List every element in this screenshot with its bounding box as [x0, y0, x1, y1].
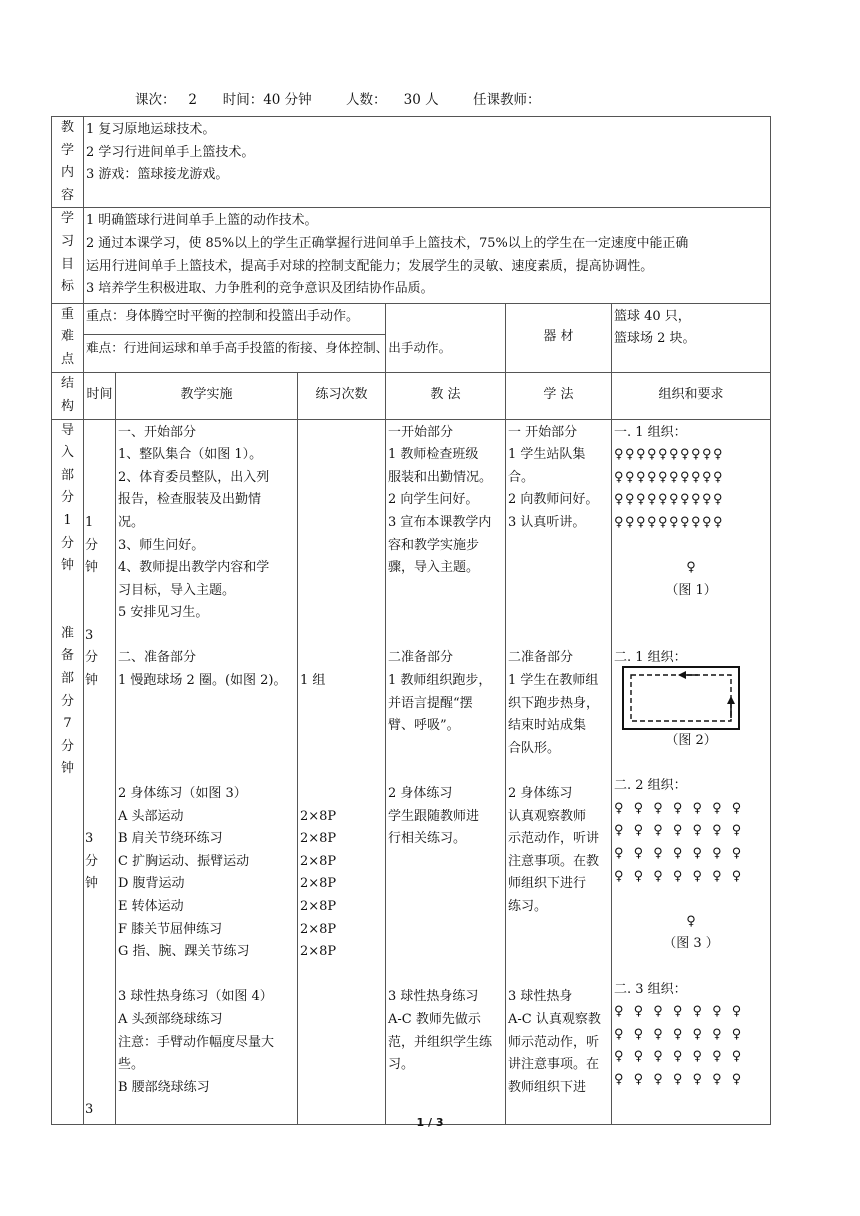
structure-char: 7 — [63, 716, 72, 732]
running-track-diagram — [622, 666, 740, 730]
time-line — [85, 738, 113, 761]
method-line: 骤，导入主题。 — [388, 560, 480, 576]
content-line: 3 游戏：篮球接龙游戏。 — [86, 167, 229, 183]
col-method: 教 法 — [386, 372, 506, 419]
formation-row: ♀ ♀ ♀ ♀ ♀ ♀ ♀ — [614, 1049, 742, 1065]
study-line: 合队形。 — [508, 740, 561, 756]
method-line: 行相关练习。 — [388, 831, 467, 847]
equipment-label: 器 材 — [506, 303, 612, 372]
study-line: 3 认真听讲。 — [508, 514, 586, 530]
time-line — [85, 919, 113, 942]
method-line: 1 教师组织跑步， — [388, 673, 492, 689]
method-line: 并语言提醒“摆 — [388, 695, 473, 711]
study-line: 示范动作，听讲 — [508, 831, 600, 847]
study-line: 2 身体练习 — [508, 786, 573, 802]
method-line: 容和教学实施步 — [388, 537, 480, 553]
col-study: 学 法 — [506, 372, 612, 419]
teaching-line: 些。 — [118, 1057, 145, 1073]
teaching-line: A 头部运动 — [118, 808, 184, 824]
time-line: 3 — [85, 627, 94, 643]
content-label — [52, 117, 84, 208]
teaching-line: 2 身体练习（如图 3） — [118, 786, 247, 802]
method-line: 二准备部分 — [388, 650, 454, 666]
method-line — [388, 919, 503, 942]
study-line — [508, 557, 609, 580]
goal-line: 运用行进间单手上篮技术，提高手对球的控制支配能力；发展学生的灵敏、速度素质，提高协调性。 — [86, 258, 654, 274]
method-line — [388, 602, 503, 625]
teaching-line: 2、体育委员整队，出入列 — [118, 469, 270, 485]
teacher-marker: ♀ — [686, 913, 696, 929]
reps-line — [300, 512, 383, 535]
org-part2-title: 二. 1 组织： — [614, 650, 687, 666]
label-char: 构 — [60, 398, 74, 414]
formation-row: ♀ ♀ ♀ ♀ ♀ ♀ ♀ — [614, 1071, 742, 1087]
time-line — [85, 760, 113, 783]
teaching-line: F 膝关节屈伸练习 — [118, 921, 223, 937]
goals-cell — [84, 208, 771, 303]
structure-char: 备 — [60, 648, 74, 664]
label-char: 容 — [60, 187, 74, 203]
time-line — [85, 467, 113, 490]
label-char: 习 — [60, 233, 74, 249]
formation-row: ♀ ♀ ♀ ♀ ♀ ♀ ♀ — [614, 1004, 742, 1020]
label-char: 教 — [60, 120, 74, 135]
reps-line — [300, 444, 383, 467]
teaching-line: 一、开始部分 — [118, 424, 197, 440]
lesson-header: 课次： 2 时间：40 分钟 人数： 30 人 任课教师： — [135, 92, 541, 108]
figure-3-caption: （图 3 ） — [663, 936, 719, 952]
study-line — [508, 625, 609, 648]
time-line: 钟 — [85, 876, 99, 892]
method-line: 范，并组织学生练 — [388, 1034, 493, 1050]
time-line: 分 — [85, 853, 99, 869]
method-line: 2 向学生问好。 — [388, 492, 479, 508]
equipment-label-cell — [386, 303, 506, 372]
reps-line — [300, 580, 383, 603]
column-header-row — [52, 372, 771, 419]
content-line: 2 学习行进间单手上篮技术。 — [86, 144, 255, 160]
method-line: 3 球性热身练习 — [388, 989, 479, 1005]
time-line — [85, 602, 113, 625]
lesson-plan-table — [51, 116, 771, 1125]
teaching-line: E 转体运动 — [118, 899, 184, 914]
formation-row: ♀♀♀♀♀♀♀♀♀♀ — [614, 492, 725, 508]
reps-line — [300, 602, 383, 625]
study-line: 织下跑步热身， — [508, 695, 600, 711]
label-char: 重 — [60, 306, 74, 322]
org-cell — [612, 419, 771, 1124]
study-line: 认真观察教师 — [508, 808, 587, 824]
reps-line — [300, 693, 383, 716]
method-line — [388, 580, 503, 603]
time-cell — [84, 419, 116, 1124]
method-line: 服装和出勤情况。 — [388, 469, 493, 485]
reps-line — [300, 783, 383, 806]
time-line — [85, 489, 113, 512]
method-line — [388, 738, 503, 761]
content-row — [52, 117, 771, 208]
study-line: 2 向教师问好。 — [508, 492, 599, 508]
equipment-line: 篮球场 2 块。 — [614, 331, 696, 347]
time-line — [85, 444, 113, 467]
method-line — [388, 760, 503, 783]
time-line — [85, 1032, 113, 1055]
label-char: 目 — [60, 256, 74, 272]
reps-line — [300, 760, 383, 783]
structure-char — [52, 600, 83, 623]
study-line: 一 开始部分 — [508, 424, 578, 440]
teaching-line: C 扩胸运动、振臂运动 — [118, 853, 250, 869]
reps-line — [300, 489, 383, 512]
page-number: 1 / 3 — [416, 1116, 444, 1129]
structure-char: 部 — [60, 671, 74, 687]
method-line: 3 宣布本课教学内 — [388, 514, 492, 530]
structure-char: 1 — [63, 512, 72, 528]
teaching-line: 报告，检查服装及出勤情 — [118, 492, 262, 508]
study-line: 1 学生站队集 — [508, 447, 586, 463]
teaching-line: 况。 — [118, 514, 145, 530]
structure-cell — [52, 419, 84, 1124]
reps-line — [300, 647, 383, 670]
label-char: 内 — [60, 165, 74, 181]
label-char: 难 — [60, 329, 74, 345]
teaching-line: 1 慢跑球场 2 圈。(如图 2)。 — [118, 673, 287, 689]
teaching-line: 注意：手臂动作幅度尽量大 — [118, 1034, 275, 1050]
teaching-cell — [116, 419, 298, 1124]
method-line: A-C 教师先做示 — [388, 1011, 481, 1027]
time-line — [85, 783, 113, 806]
teaching-line: D 腹背运动 — [118, 876, 185, 892]
formation-row: ♀♀♀♀♀♀♀♀♀♀ — [614, 447, 725, 463]
method-line — [388, 625, 503, 648]
method-line: 1 教师检查班级 — [388, 447, 479, 463]
org-part3-title: 二. 2 组织： — [614, 778, 687, 794]
study-line: 合。 — [508, 469, 535, 485]
structure-char: 分 — [60, 738, 74, 754]
method-line — [388, 964, 503, 987]
label-char: 学 — [60, 211, 74, 227]
reps-cell — [298, 419, 386, 1124]
method-line — [388, 896, 503, 919]
equipment-cell — [612, 303, 771, 372]
key-points-label — [52, 303, 84, 372]
study-line: 师示范动作，听 — [508, 1034, 600, 1050]
formation-row: ♀ ♀ ♀ ♀ ♀ ♀ ♀ — [614, 1026, 742, 1042]
goal-line: 2 通过本课学习，使 85%以上的学生正确掌握行进间单手上篮技术，75%以上的学生在一定速度中能正确 — [86, 235, 689, 251]
study-line: 讲注意事项。在 — [508, 1057, 600, 1073]
reps-line: 2×8P — [300, 899, 337, 914]
teaching-line: G 指、腕、踝关节练习 — [118, 944, 250, 960]
study-line — [508, 602, 609, 625]
formation-row: ♀ ♀ ♀ ♀ ♀ ♀ ♀ — [614, 868, 742, 884]
teaching-line: 1、整队集合（如图 1）。 — [118, 447, 263, 463]
reps-line: 2×8P — [300, 853, 337, 869]
structure-char: 分 — [60, 490, 74, 506]
structure-char: 钟 — [60, 761, 74, 777]
structure-char: 钟 — [60, 558, 74, 574]
study-line: 二准备部分 — [508, 650, 574, 666]
teaching-line: B 肩关节绕环练习 — [118, 831, 223, 847]
teaching-line — [118, 715, 295, 738]
study-line: 3 球性热身 — [508, 989, 573, 1005]
structure-char: 导 — [60, 422, 74, 438]
time-line — [85, 693, 113, 716]
time-line: 3 — [85, 1102, 94, 1118]
label-char: 结 — [60, 375, 74, 391]
label-char: 学 — [60, 142, 74, 158]
col-time: 时间 — [84, 372, 116, 419]
formation-row: ♀♀♀♀♀♀♀♀♀♀ — [614, 514, 725, 530]
study-line — [508, 580, 609, 603]
difficulty-text: 难点：行进间运球和单手高手投篮的衔接、身体控制、出手动作。 — [86, 340, 452, 356]
reps-line: 2×8P — [300, 944, 337, 960]
goals-row — [52, 208, 771, 303]
structure-char — [52, 578, 83, 601]
figure-2-caption: （图 2） — [665, 733, 717, 749]
teaching-line: 3、师生问好。 — [118, 537, 205, 553]
structure-char: 准 — [60, 625, 74, 641]
equipment-line: 篮球 40 只， — [614, 308, 691, 324]
reps-line — [300, 467, 383, 490]
method-line — [388, 941, 503, 964]
formation-row: ♀ ♀ ♀ ♀ ♀ ♀ ♀ — [614, 846, 742, 862]
method-cell — [386, 419, 506, 1124]
col-org: 组织和要求 — [612, 372, 771, 419]
reps-line: 2×8P — [300, 831, 337, 847]
time-line — [85, 1077, 113, 1100]
reps-line: 1 组 — [300, 673, 326, 689]
time-line: 3 — [85, 831, 94, 847]
col-reps: 练习次数 — [298, 372, 386, 419]
structure-char: 入 — [60, 445, 74, 461]
formation-row: ♀ ♀ ♀ ♀ ♀ ♀ ♀ — [614, 800, 742, 816]
method-line: 2 身体练习 — [388, 786, 453, 802]
study-line — [508, 535, 609, 558]
figure-1-caption: （图 1） — [665, 582, 717, 598]
study-line: 师组织下进行 — [508, 876, 587, 892]
time-line: 1 — [85, 514, 94, 530]
study-line: 教师组织下进 — [508, 1079, 587, 1095]
study-line: A-C 认真观察教 — [508, 1011, 601, 1027]
col-teaching: 教学实施 — [116, 372, 298, 419]
time-line — [85, 964, 113, 987]
teaching-line — [118, 964, 295, 987]
study-line — [508, 964, 609, 987]
time-line — [85, 1009, 113, 1032]
reps-line — [300, 535, 383, 558]
time-line: 钟 — [85, 560, 99, 576]
reps-line — [300, 422, 383, 445]
goal-line: 3 培养学生积极进取、力争胜利的竞争意识及团结协作品质。 — [86, 281, 434, 297]
reps-line — [300, 715, 383, 738]
time-line: 钟 — [85, 673, 99, 689]
goal-line: 1 明确篮球行进间单手上篮的动作技术。 — [86, 213, 318, 229]
difficulty-cell — [84, 335, 452, 372]
study-line: 注意事项。在教 — [508, 853, 600, 869]
teaching-line — [118, 693, 295, 716]
study-line: 练习。 — [508, 899, 548, 914]
teaching-line — [118, 738, 295, 761]
time-line: 分 — [85, 537, 99, 553]
time-line — [85, 1054, 113, 1077]
reps-line: 2×8P — [300, 921, 337, 937]
time-line — [85, 422, 113, 445]
col-structure — [52, 372, 84, 419]
content-line: 1 复习原地运球技术。 — [86, 122, 216, 137]
content-cell — [84, 117, 771, 208]
teaching-line: 3 球性热身练习（如图 4） — [118, 989, 273, 1005]
org-part4-title: 二. 3 组织： — [614, 981, 687, 997]
study-line — [508, 760, 609, 783]
teaching-line: 4、教师提出教学内容和学 — [118, 560, 270, 576]
teacher-marker: ♀ — [686, 560, 696, 576]
goals-label — [52, 208, 84, 303]
study-line: 结束时站成集 — [508, 718, 587, 734]
focus-text: 重点：身体腾空时平衡的控制和投篮出手动作。 — [86, 308, 360, 324]
reps-line — [300, 625, 383, 648]
time-line — [85, 896, 113, 919]
reps-line: 2×8P — [300, 876, 337, 892]
label-char: 标 — [60, 279, 74, 295]
time-line — [85, 580, 113, 603]
method-line: 臂、呼吸”。 — [388, 718, 460, 734]
teaching-line: 习目标，导入主题。 — [118, 582, 236, 598]
teaching-line — [118, 760, 295, 783]
structure-char: 分 — [60, 535, 74, 551]
teaching-line — [118, 625, 295, 648]
teaching-line: B 腰部绕球练习 — [118, 1079, 210, 1095]
formation-row: ♀♀♀♀♀♀♀♀♀♀ — [614, 469, 725, 485]
org-part1-title: 一. 1 组织： — [614, 424, 687, 440]
study-cell — [506, 419, 612, 1124]
time-line — [85, 715, 113, 738]
structure-char: 部 — [60, 467, 74, 483]
structure-char: 分 — [60, 693, 74, 709]
time-line — [85, 941, 113, 964]
time-line — [85, 806, 113, 829]
label-char: 点 — [60, 351, 74, 367]
study-line — [508, 919, 609, 942]
time-line: 分 — [85, 650, 99, 666]
teaching-line: 二、准备部分 — [118, 650, 197, 666]
teaching-line: A 头颈部绕球练习 — [118, 1011, 223, 1027]
method-line: 习。 — [388, 1057, 415, 1073]
time-line — [85, 986, 113, 1009]
method-line — [388, 851, 503, 874]
method-line: 学生跟随教师进 — [388, 808, 480, 824]
method-line — [388, 873, 503, 896]
formation-row: ♀ ♀ ♀ ♀ ♀ ♀ ♀ — [614, 823, 742, 839]
lesson-body-row — [52, 419, 771, 1124]
reps-line — [300, 738, 383, 761]
key-points-row-focus — [52, 303, 771, 334]
teaching-line: 5 安排见习生。 — [118, 605, 209, 621]
focus-cell — [84, 303, 386, 334]
study-line: 1 学生在教师组 — [508, 673, 599, 689]
method-line: 一开始部分 — [388, 424, 454, 440]
study-line — [508, 941, 609, 964]
reps-line: 2×8P — [300, 808, 337, 824]
reps-line — [300, 557, 383, 580]
